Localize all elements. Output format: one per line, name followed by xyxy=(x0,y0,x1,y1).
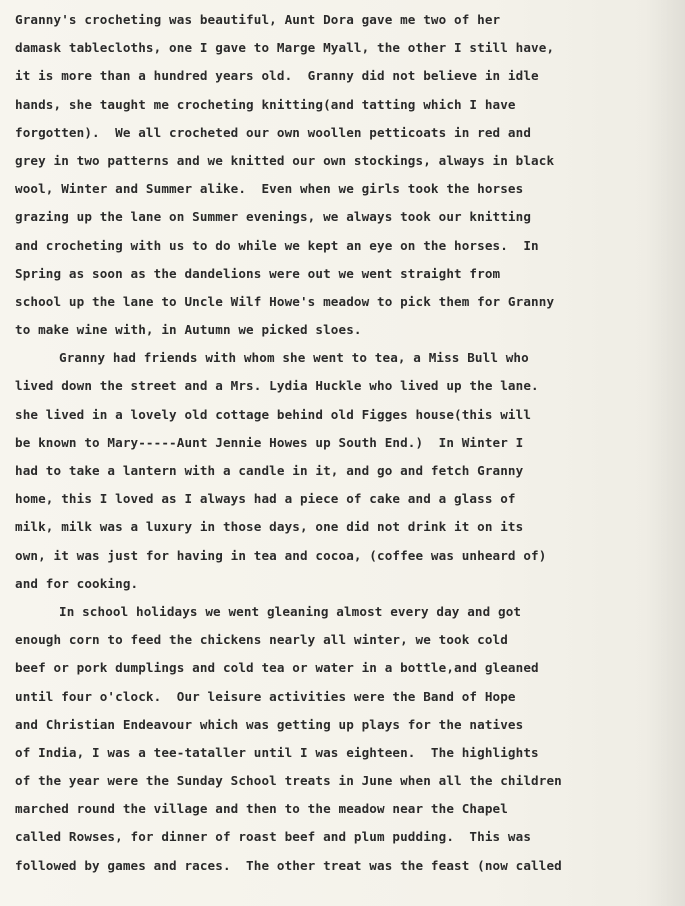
text-line: and crocheting with us to do while we kept an eye on the horses. In xyxy=(15,237,539,253)
text-line: hands, she taught me crocheting knitting(and tatting which I have xyxy=(15,96,516,112)
text-line: enough corn to feed the chickens nearly all winter, we took cold xyxy=(15,632,508,648)
text-line: Granny's crocheting was beautiful, Aunt Dora gave me two of her xyxy=(15,12,501,27)
text-line: forgotten). We all crocheted our own woollen petticoats in red and xyxy=(15,124,532,140)
text-line: damask tablecloths, one I gave to Marge Myall, the other I still have, xyxy=(15,40,555,56)
text-line: Spring as soon as the dandelions were out we went straight from xyxy=(15,265,501,281)
text-line: lived down the street and a Mrs. Lydia Huckle who lived up the lane. xyxy=(15,378,539,394)
text-line: wool, Winter and Summer alike. Even when we girls took the horses xyxy=(15,181,524,197)
text-line: home, this I loved as I always had a piece of cake and a glass of xyxy=(15,491,516,507)
typewritten-text xyxy=(15,6,670,880)
text-line: and Christian Endeavour which was getting up plays for the natives xyxy=(15,716,524,732)
text-line: own, it was just for having in tea and cocoa, (coffee was unheard of) xyxy=(15,547,547,563)
text-line: of the year were the Sunday School treats in June when all the children xyxy=(15,773,562,789)
text-line: followed by games and races. The other treat was the feast (now called xyxy=(15,857,562,873)
text-line: marched round the village and then to the meadow near the Chapel xyxy=(15,801,508,817)
text-line: and for cooking. xyxy=(15,575,139,591)
text-line: had to take a lantern with a candle in it, and go and fetch Granny xyxy=(15,463,524,478)
text-line: grazing up the lane on Summer evenings, we always took our knitting xyxy=(15,209,532,225)
paragraph-start-line: Granny had friends with whom she went to tea, a Miss Bull who xyxy=(59,350,529,366)
text-line: she lived in a lovely old cottage behind old Figges house(this will xyxy=(15,406,532,422)
text-line: until four o'clock. Our leisure activities were the Band of Hope xyxy=(15,688,516,704)
text-line: to make wine with, in Autumn we picked sloes. xyxy=(15,322,362,338)
text-line: grey in two patterns and we knitted our own stockings, always in black xyxy=(15,152,555,168)
text-line: called Rowses, for dinner of roast beef and plum pudding. This was xyxy=(15,829,532,845)
text-line: of India, I was a tee-tataller until I was eighteen. The highlights xyxy=(15,744,539,760)
text-line: school up the lane to Uncle Wilf Howe's meadow to pick them for Granny xyxy=(15,293,555,309)
text-line: it is more than a hundred years old. Granny did not believe in idle xyxy=(15,68,539,84)
paragraph-start-line: In school holidays we went gleaning almost every day and got xyxy=(59,603,522,619)
text-line: milk, milk was a luxury in those days, one did not drink it on its xyxy=(15,519,524,535)
text-line: beef or pork dumplings and cold tea or water in a bottle,and gleaned xyxy=(15,660,539,676)
text-line: be known to Mary-----Aunt Jennie Howes up South End.) In Winter I xyxy=(15,434,524,450)
